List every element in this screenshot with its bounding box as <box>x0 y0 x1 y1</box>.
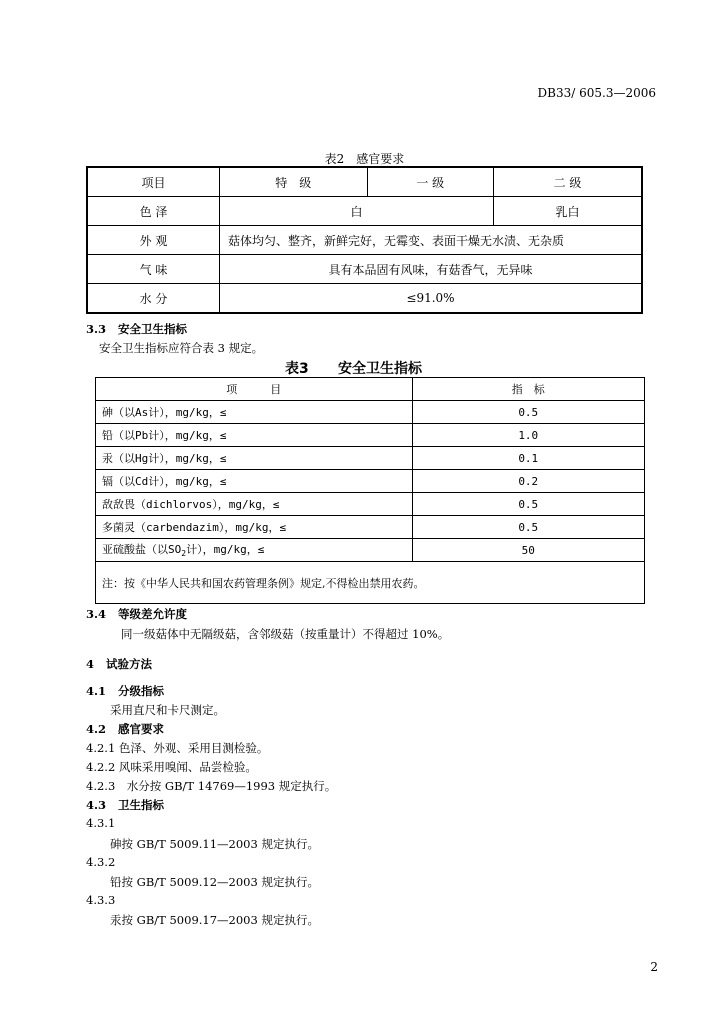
value-cell: 0.5 <box>412 493 645 516</box>
section-4-1-heading <box>86 683 164 699</box>
section-number: 4.3 <box>86 798 107 812</box>
section-4-2-2: 4.2.2 风味采用嗅闻、品尝检验。 <box>86 760 257 774</box>
section-3-3-heading <box>86 321 187 337</box>
table-row <box>96 539 645 562</box>
so2-subscript: 2 <box>181 549 187 559</box>
table3-caption-title: 安全卫生指标 <box>338 361 422 377</box>
item-cell: 多菌灵（carbendazim），mg/kg，≤ <box>96 516 413 539</box>
header-cell: 特 级 <box>220 167 368 197</box>
section-4-3-3-body: 汞按 GB/T 5009.17—2003 规定执行。 <box>110 913 319 927</box>
section-number: 4 <box>86 657 95 671</box>
section-number: 4.1 <box>86 684 107 698</box>
section-4-3-1-number: 4.3.1 <box>86 816 116 830</box>
value-cell: 0.2 <box>412 470 645 493</box>
table-cell: ≤91.0% <box>220 284 643 314</box>
header-cell: 指 标 <box>412 378 645 401</box>
table-cell: 具有本品固有风味，有菇香气，无异味 <box>220 255 643 284</box>
table-row <box>96 493 645 516</box>
table-row <box>96 424 645 447</box>
section-title: 安全卫生指标 <box>118 322 188 336</box>
sensory-requirements-table <box>86 166 643 314</box>
table-row <box>96 401 645 424</box>
document-id: DB33/ 605.3—2006 <box>537 86 656 100</box>
section-title: 卫生指标 <box>118 798 165 812</box>
row-label: 色 泽 <box>87 197 220 226</box>
section-3-4-body: 同一级菇体中无隔级菇，含邻级菇（按重量计）不得超过 10%。 <box>121 627 450 641</box>
item-cell: 敌敌畏（dichlorvos），mg/kg，≤ <box>96 493 413 516</box>
section-4-3-1-body: 砷按 GB/T 5009.11—2003 规定执行。 <box>110 837 319 851</box>
table-note-row <box>96 562 645 604</box>
section-title: 感官要求 <box>118 722 165 736</box>
section-number: 4.2 <box>86 722 107 736</box>
section-3-4-heading <box>86 606 187 622</box>
header-cell: 一 级 <box>367 167 494 197</box>
section-number: 3.4 <box>86 607 107 621</box>
table-row <box>87 226 642 255</box>
table3-caption-number: 表3 <box>285 361 309 377</box>
header-cell: 项 目 <box>96 378 413 401</box>
table-row <box>87 197 642 226</box>
value-cell: 0.5 <box>412 401 645 424</box>
header-cell: 项目 <box>87 167 220 197</box>
section-4-heading <box>86 656 152 672</box>
so2-prefix: 亚硫酸盐（以SO <box>102 543 182 557</box>
value-cell: 0.5 <box>412 516 645 539</box>
section-title: 分级指标 <box>118 684 165 698</box>
section-number: 3.3 <box>86 322 107 336</box>
item-cell: 砷（以As计），mg/kg，≤ <box>96 401 413 424</box>
item-cell: 汞（以Hg计），mg/kg，≤ <box>96 447 413 470</box>
section-4-3-heading <box>86 797 164 813</box>
table-header-row <box>96 378 645 401</box>
table-row <box>87 255 642 284</box>
table-row <box>96 447 645 470</box>
row-label: 外 观 <box>87 226 220 255</box>
value-cell: 50 <box>412 539 645 562</box>
section-title: 试验方法 <box>106 657 153 671</box>
safety-hygiene-table <box>95 377 645 604</box>
section-4-2-heading <box>86 721 164 737</box>
section-4-3-2-body: 铅按 GB/T 5009.12—2003 规定执行。 <box>110 875 319 889</box>
section-4-2-1: 4.2.1 色泽、外观、采用目测检验。 <box>86 741 269 755</box>
value-cell: 1.0 <box>412 424 645 447</box>
section-4-2-3: 4.2.3 水分按 GB/T 14769—1993 规定执行。 <box>86 779 337 793</box>
section-4-3-3-number: 4.3.3 <box>86 893 116 907</box>
section-3-3-body: 安全卫生指标应符合表 3 规定。 <box>99 341 264 355</box>
item-cell: 铅（以Pb计），mg/kg，≤ <box>96 424 413 447</box>
table-cell: 白 <box>220 197 494 226</box>
so2-suffix: 计），mg/kg，≤ <box>186 543 265 557</box>
page-number: 2 <box>650 960 658 974</box>
table2-caption: 表2 感官要求 <box>324 152 405 166</box>
table-cell: 乳白 <box>494 197 642 226</box>
header-cell: 二 级 <box>494 167 642 197</box>
table-row <box>96 516 645 539</box>
table3-caption <box>285 358 422 378</box>
value-cell: 0.1 <box>412 447 645 470</box>
table-note: 注：按《中华人民共和国农药管理条例》规定,不得检出禁用农药。 <box>96 562 645 604</box>
item-cell: 镉（以Cd计），mg/kg，≤ <box>96 470 413 493</box>
item-cell <box>96 539 413 562</box>
table-row <box>87 284 642 314</box>
table-header-row <box>87 167 642 197</box>
table-cell: 菇体均匀、整齐，新鲜完好，无霉变、表面干燥无水渍、无杂质 <box>220 226 643 255</box>
table-row <box>96 470 645 493</box>
section-4-1-body: 采用直尺和卡尺测定。 <box>110 703 225 717</box>
row-label: 水 分 <box>87 284 220 314</box>
row-label: 气 味 <box>87 255 220 284</box>
section-4-3-2-number: 4.3.2 <box>86 855 116 869</box>
section-title: 等级差允许度 <box>118 607 188 621</box>
